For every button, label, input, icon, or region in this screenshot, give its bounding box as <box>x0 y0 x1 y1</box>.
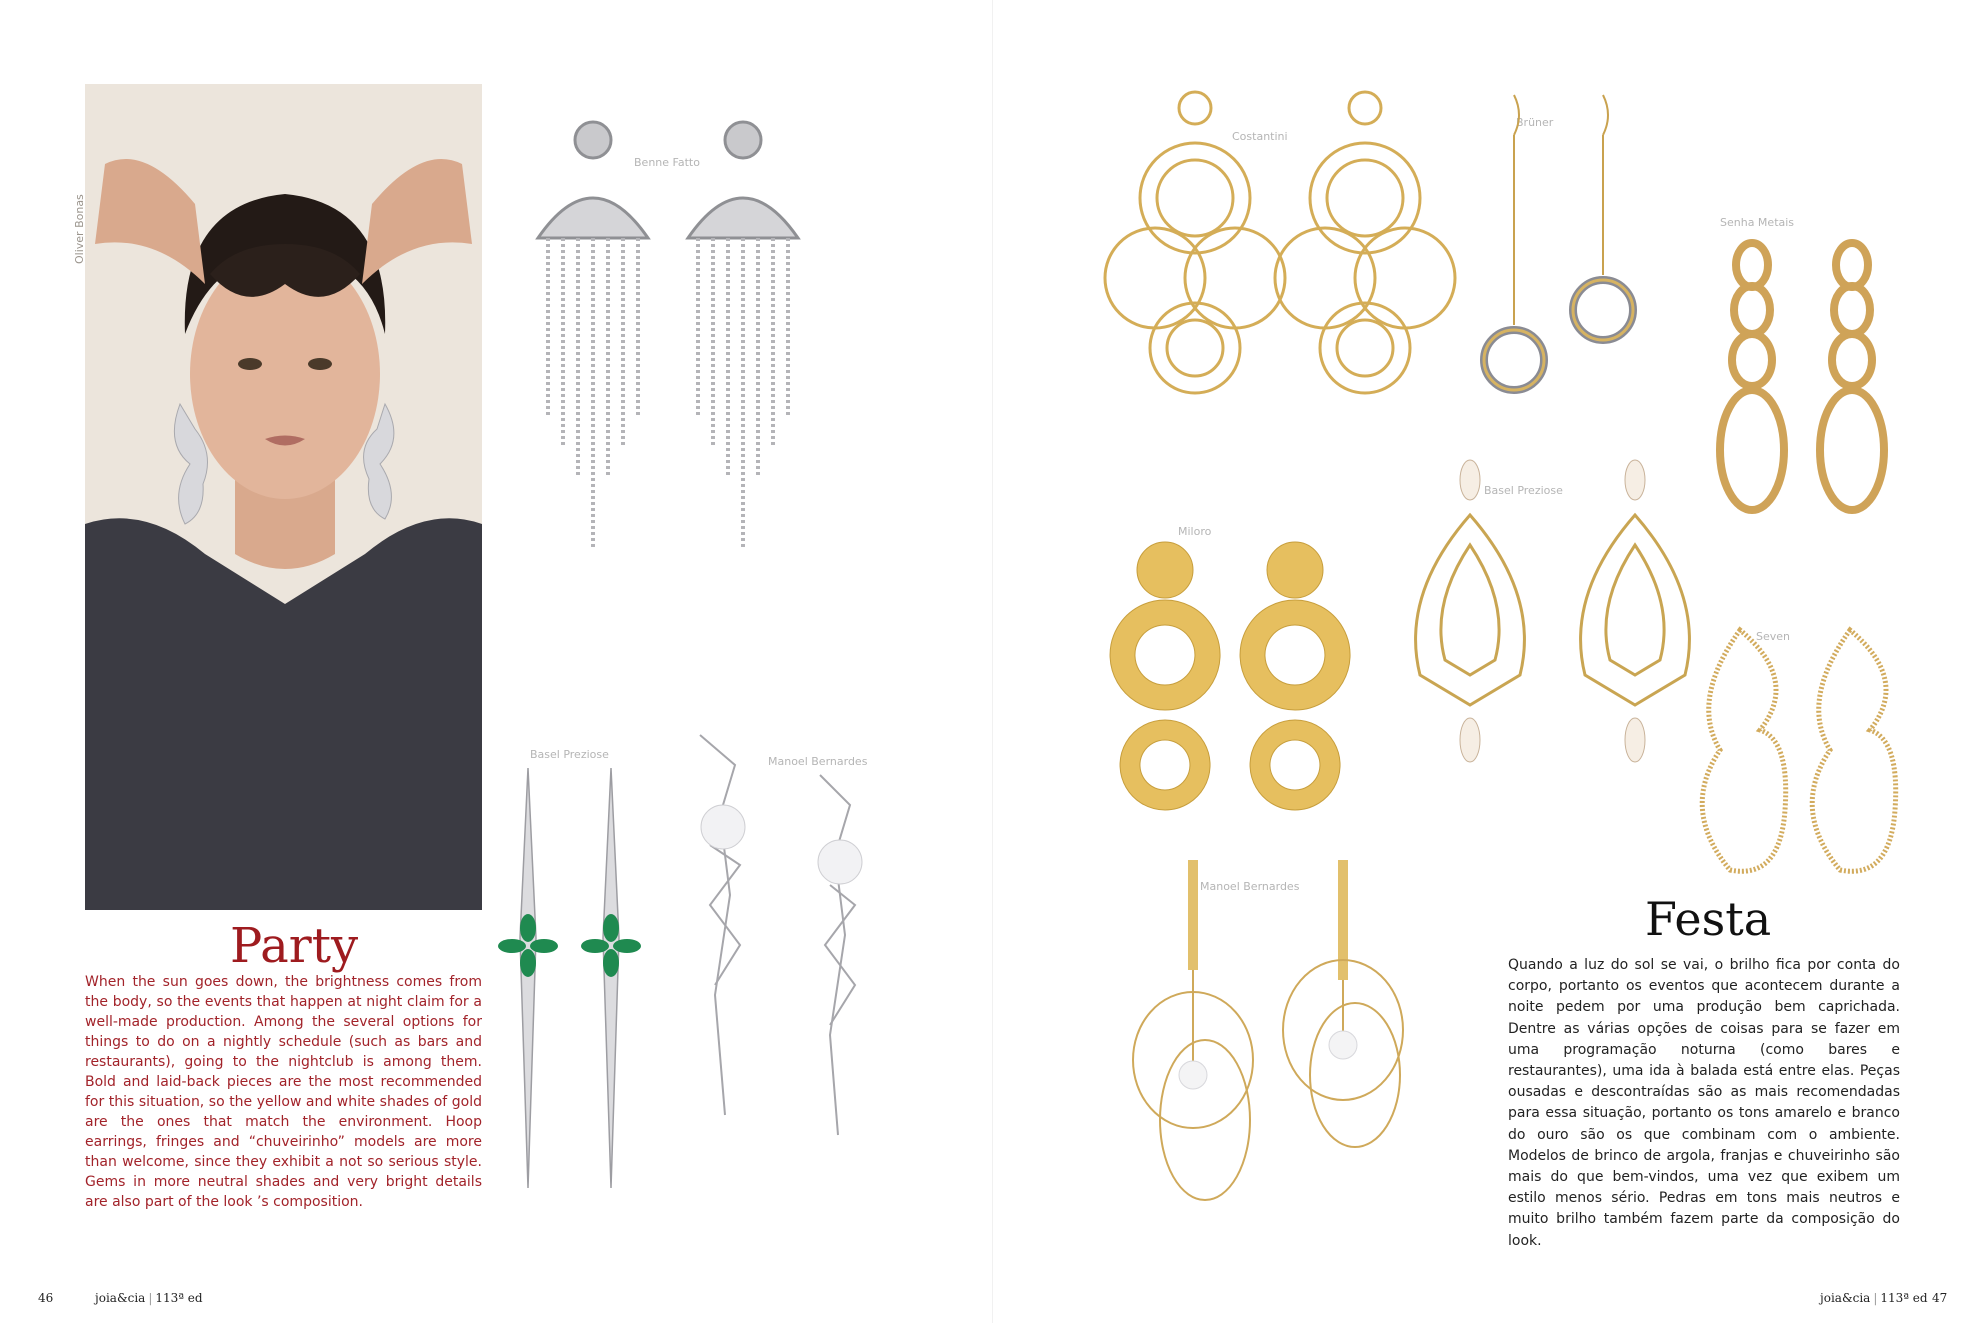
body-text-portuguese: Quando a luz do sol se vai, o brilho fica por conta do corpo, portanto os eventos que acontecem durante a noite pedem por uma produção bem caprichada. Dentre as várias opções de coisas para se fazer em uma programação noturna (como bares e restaurantes), uma ida à balada está entre elas. Peças ousadas e descontraídas são as mais recomendadas para essa situação, portanto os tons amarelo e branco do ouro são os que combinam com o ambiente. Modelos de brinco de argola, franjas e chuveirinho são mais do que bem-vindos, uma vez que exibem um estilo menos sério. Pedras em tons mais neutros e muito brilho também fazem parte da composição do look. <box>1508 957 1900 1249</box>
footer-separator: | <box>1873 1291 1878 1305</box>
brand-label-bruner: Brüner <box>1516 116 1554 129</box>
costantini-earrings <box>1110 88 1460 418</box>
section-title-festa: Festa <box>1645 892 1772 946</box>
edition-label: 113ª ed <box>1880 1291 1928 1305</box>
footer-magazine-right <box>1820 1291 1928 1305</box>
seven-earrings <box>1690 620 1900 900</box>
footer-separator: | <box>148 1291 153 1305</box>
magazine-name: joia&cia <box>1820 1291 1871 1305</box>
section-title-party: Party <box>230 918 359 974</box>
manoel-bernardes-pearl-earrings-left <box>680 735 880 1155</box>
page-number-left: 46 <box>38 1291 54 1305</box>
brand-label-senha-metais: Senha Metais <box>1720 216 1795 229</box>
brand-label-manoel-bernardes-left: Manoel Bernardes <box>768 755 868 768</box>
brand-label-miloro: Miloro <box>1178 525 1212 538</box>
brand-label-manoel-bernardes-right: Manoel Bernardes <box>1200 880 1300 893</box>
manoel-bernardes-hoop-earrings-right <box>1135 860 1425 1210</box>
bruner-earrings <box>1478 95 1638 415</box>
page-number-right: 47 <box>1932 1291 1948 1305</box>
brand-label-basel-preziose-left: Basel Preziose <box>530 748 609 761</box>
photo-credit: Oliver Bonas <box>73 194 86 264</box>
edition-label: 113ª ed <box>155 1291 203 1305</box>
spread-gutter <box>992 0 993 1323</box>
brand-label-costantini: Costantini <box>1232 130 1288 143</box>
miloro-earrings <box>1110 540 1350 830</box>
basel-preziose-emerald-earrings <box>488 768 648 1208</box>
basel-preziose-gold-earrings <box>1390 455 1720 795</box>
magazine-name: joia&cia <box>95 1291 146 1305</box>
model-photo <box>73 84 482 910</box>
model-illustration <box>85 84 482 910</box>
benne-fatto-earrings <box>518 118 818 558</box>
brand-label-seven: Seven <box>1756 630 1790 643</box>
footer-magazine-left <box>95 1291 203 1305</box>
brand-label-basel-preziose-right: Basel Preziose <box>1484 484 1563 497</box>
body-text-english: When the sun goes down, the brightness comes from the body, so the events that happen at night claim for a well-made production. Among the several options for things to do on a nightly schedule (such as bars and restaurants), going to the nightclub is among them. Bold and laid-back pieces are the most recommended for this situation, so the yellow and white shades of gold are the ones that match the environment. Hoop earrings, fringes and “chuveirinho” models are more than welcome, since they exhibit a not so serious style. Gems in more neutral shades and very bright details are also part of the look ’s composition. <box>85 974 482 1210</box>
brand-label-benne-fatto: Benne Fatto <box>634 156 700 169</box>
senha-metais-earrings <box>1712 240 1892 530</box>
